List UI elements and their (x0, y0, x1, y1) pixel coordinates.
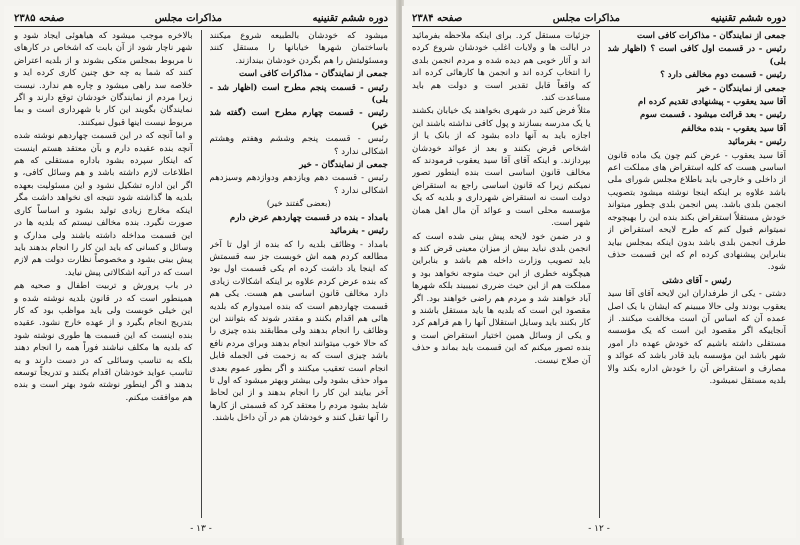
column-right (608, 30, 787, 518)
speaker-line: جمعی از نمایندگان - مذاکرات کافی است (637, 31, 786, 41)
speaker-line: جمعی از نمایندگان - خیر (299, 160, 388, 171)
page-header (14, 10, 388, 27)
text-columns (412, 30, 786, 518)
speaker-line: جمعی از نمایندگان - خیر (697, 83, 786, 94)
column-left (14, 30, 193, 518)
speaker-line: رئیس - قسمت چهارم مطرح است (گفته شد خیر) (209, 108, 388, 131)
speaker-line: بامداد - بنده در قسمت چهاردهم عرض دارم (229, 212, 388, 223)
page-footer-number: - ۱۳ - (190, 524, 212, 534)
paragraph: رئیس - قسمت دهم ویازدهم ودوازدهم وسیزدهم اشکالی ندارد ؟ (209, 173, 388, 196)
page-2385 (4, 6, 398, 538)
page-2384 (402, 6, 796, 538)
column-right (210, 30, 389, 518)
speaker-line: رئیس - در قسمت اول کافی است ؟ (اظهار شد بلی) (607, 44, 786, 67)
speaker-line: رئیس - بعد قرائت میشود . قسمت سوم (640, 110, 786, 121)
speaker-line: رئیس - قسمت پنجم مطرح است (اظهار شد - بلی) (209, 82, 388, 106)
speaker-line: رئیس - بفرمائید (330, 226, 388, 237)
header-page-number: صفحه ۲۳۸۴ (412, 12, 463, 24)
header-title: مذاکرات مجلس (552, 12, 621, 24)
paragraph: میشود که خودشان بالطبیعه شروع میکنند باساختمان شهرها خیابانها را مستقل کنند ومسئولیتش را هم بگردن خودشان بیندازند. (209, 31, 388, 66)
speaker-line: آقا سید یعقوب - بنده مخالفم (681, 123, 786, 134)
paragraph: و اما آنچه که در این قسمت چهاردهم نوشته شده آنچه بنده عقیده دارم و بآن معتقد هستم اینست که اینکار سپرده بشود باداره مستقلی که هم اطلاعات لازم داشته باشد و هم وسائل کافی، و اگر این اداره تشکیل نشود و این مسئولیت بعهده بلدیه ها گذاشته شود نتیجه ای نخواهد داشت مگر اینکه مخارج زیادی تولید بشود و اساساً کاری صورت نگیرد. بنده مخالف نیستم که بلدیه ها در این قسمت مداخله داشته باشند ولی مدارک و وسائل و کسانی که باید این کار را انجام بدهند باید پیش بینی بشود و مخصوصاً نظارت دولت هم لازم است که در آتیه اشکالاتی پیش نیاید. (14, 131, 193, 278)
header-title: مذاکرات مجلس (154, 12, 223, 24)
speaker-line: آقا سید یعقوب - پیشنهادی تقدیم کرده ام (638, 97, 786, 108)
column-divider (201, 30, 202, 518)
page-header (412, 10, 786, 27)
paragraph: در باب پرورش و تربیت اطفال و صحیه هم همینطور است که در قانون بلدیه نوشته شده و این خیلی خوبست ولی باید مواظب بود که کار بتدریج انجام بگیرد و از عهده خارج نشود. عقیده بنده اینست که این قسمت ها طوری نوشته شود که بلدیه ها مکلف نباشند فوراً همه را انجام دهند بلکه به تناسب وسائلی که در دست دارند و به تناسب عواید خودشان اقدام بکنند و تدریجاً توسعه بدهند و اگر اینطور نوشته شود بهتر است و بنده هم موافقت میکنم. (14, 281, 193, 403)
text-columns (14, 30, 388, 518)
parenthetical: (بعضی گفتند خیر) (266, 199, 331, 210)
paragraph: دشتی - یکی از طرفداران این لایحه آقای آقا سید یعقوب بودند ولی حالا میبینم که ایشان با یک اصل عمده آن که اساس آن است مخالفت میکنند. از آنجاییکه اگر مقصود این است که یک مؤسسه مستقلی داشته باشیم که خودش عهده دار امور شهر باشد این مؤسسه باید قادر باشد که عوائد و مصارف و استقراض آن را خودش اداره بکند والا بلدیه مستقل نمیشود. (607, 289, 786, 386)
paragraph: جزئیات مستقل کرد. برای اینکه ملاحظه بفرمائید در ایالت ها و ولایات اغلب خودشان شروع کرده اند و آثار خوبی هم دیده شده و مردم انجمن بلدی را انتخاب کرده اند و انجمن ها کارهائی کرده اند که واقعاً قابل تقدیر است و دولت هم باید مساعدت کند. (412, 31, 591, 104)
speaker-line: جمعی از نمایندگان - مذاکرات کافی است (239, 69, 388, 80)
paragraph: رئیس - قسمت پنجم وششم وهفتم وهشتم اشکالی ندارد ؟ (209, 134, 388, 157)
header-session: دوره ششم تقنینیه (312, 12, 388, 24)
paragraph: مثلاً فرض کنید در شهری بخواهند یک خیابان بکشند یا یک مدرسه بسازند و پول کافی نداشته باشند این اجازه باید به آنها داده بشود که از بانک یا از اشخاص قرض بکنند و بعد از عوائد خودشان بپردازند. و اینکه آقای آقا سید یعقوب فرمودند که مخالف قانون اساسی است بنده اینطور تصور نمیکنم زیرا که قانون اساسی راجع به استقراض دولت است نه استقراض شهرداری و بلدیه که یک مؤسسه محلی است و عوائد آن مال اهل همان شهر است. (412, 106, 591, 229)
paragraph: بالاخره موجب میشود که هیاهوئی ایجاد شود و شهر ناچار شود از آن بابت که اشخاص در کارهای نا مربوط بمجلس متکی بشوند و از بلدیه اعتراض کنند که شما به چه حق چنین کاری کرده اید و خلاصه سد راهی میشود و چاره هم ندارد. نیست زیرا مردم از نمایندگان خودشان توقع دارند و اگر نمایندگان بگویند این کار با شهرداری است و بما مربوط نیست اینها قبول نمیکنند. (14, 31, 193, 128)
header-session: دوره ششم تقنینیه (710, 12, 786, 24)
paragraph: بامداد - وظائف بلدیه را که بنده از اول تا آخر مطالعه کردم همه اش خوبست جز سه قسمتش که اینجا یاد داشت کرده ام یکی قسمت اول بود که بنده عرض کردم علاوه بر اینکه اشکالات زیادی دارد مخالف قانون اساسی هم هست. یکی هم قسمت چهاردهم است که بنده امیدوارم که بلدیه هائی هم اقدام بکنند و مقتدر شوند که بتوانند این وظائف را انجام بدهند ولی مطابقند بنده چیزی را که حالا خوب میتوانند انجام بدهند وبرای مردم نافع باشد چیزی است که به زحمت فی الجمله قابل انجام است تعقیب میکنند و اگر بطور عموم بعدی مواد حذف بشود ولی بیشتر وبهتر میشود که اول تا آخر بیایند این کار را انجام بدهند و از این لحاظ شاید بشود مردم را معتقد کرد که قسمتی از کارها را آنها تقبل کنند و خودشان هم در آن داخل باشند. (209, 239, 388, 424)
paragraph: آقا سید یعقوب - عرض کنم چون یک ماده قانون اساسی هست که کلیه استقراض های مملکت اعم از داخلی و خارجی باید باطلاع مجلس شورای ملی باشد علاوه بر اینکه اینجا نوشته میشود بتصویب انجمن بلدی باشد. پس انجمن بلدی چطور میتواند خودش مستقلاً استقراض بکند بنده این را بهیچوجه نمیتوانم قبول کنم که طرح لایحه استقراض از طرف انجمن بلدی باشد بدون اینکه بمجلس بیاید بنابراین پیشنهادی کرده ام که این قسمت حذف شود. (607, 150, 786, 273)
header-page-number: صفحه ۲۳۸۵ (14, 12, 65, 24)
speaker-line: رئیس - بفرمائید (728, 137, 786, 148)
page-footer-number: - ۱۲ - (588, 524, 610, 534)
paragraph: و در ضمن خود لایحه پیش بینی شده است که انجمن بلدی نباید بیش از میزان معینی قرض کند و باید تصویب وزارت داخله هم باشد و بنابراین هیچگونه خطری از این حیث متوجه نخواهد بود و مملکت هم از این حیث ضرری نمیبیند بلکه شهرها آباد خواهند شد و مردم هم راضی خواهند بود. اگر مقصود این است که بلدیه ها باید مستقل باشند و کار بکنند باید وسایل استقلال آنها را هم فراهم کرد و یکی از وسائل همین اختیار استقراض است و بنده تصور میکنم که این قسمت باید بماند و حذف آن صلاح نیست. (412, 231, 591, 366)
speaker-line: رئیس - قسمت دوم مخالفی دارد ؟ (660, 70, 786, 81)
speaker-line: رئیس - آقای دشتی (662, 275, 732, 286)
column-divider (599, 30, 600, 518)
column-left (412, 30, 591, 518)
